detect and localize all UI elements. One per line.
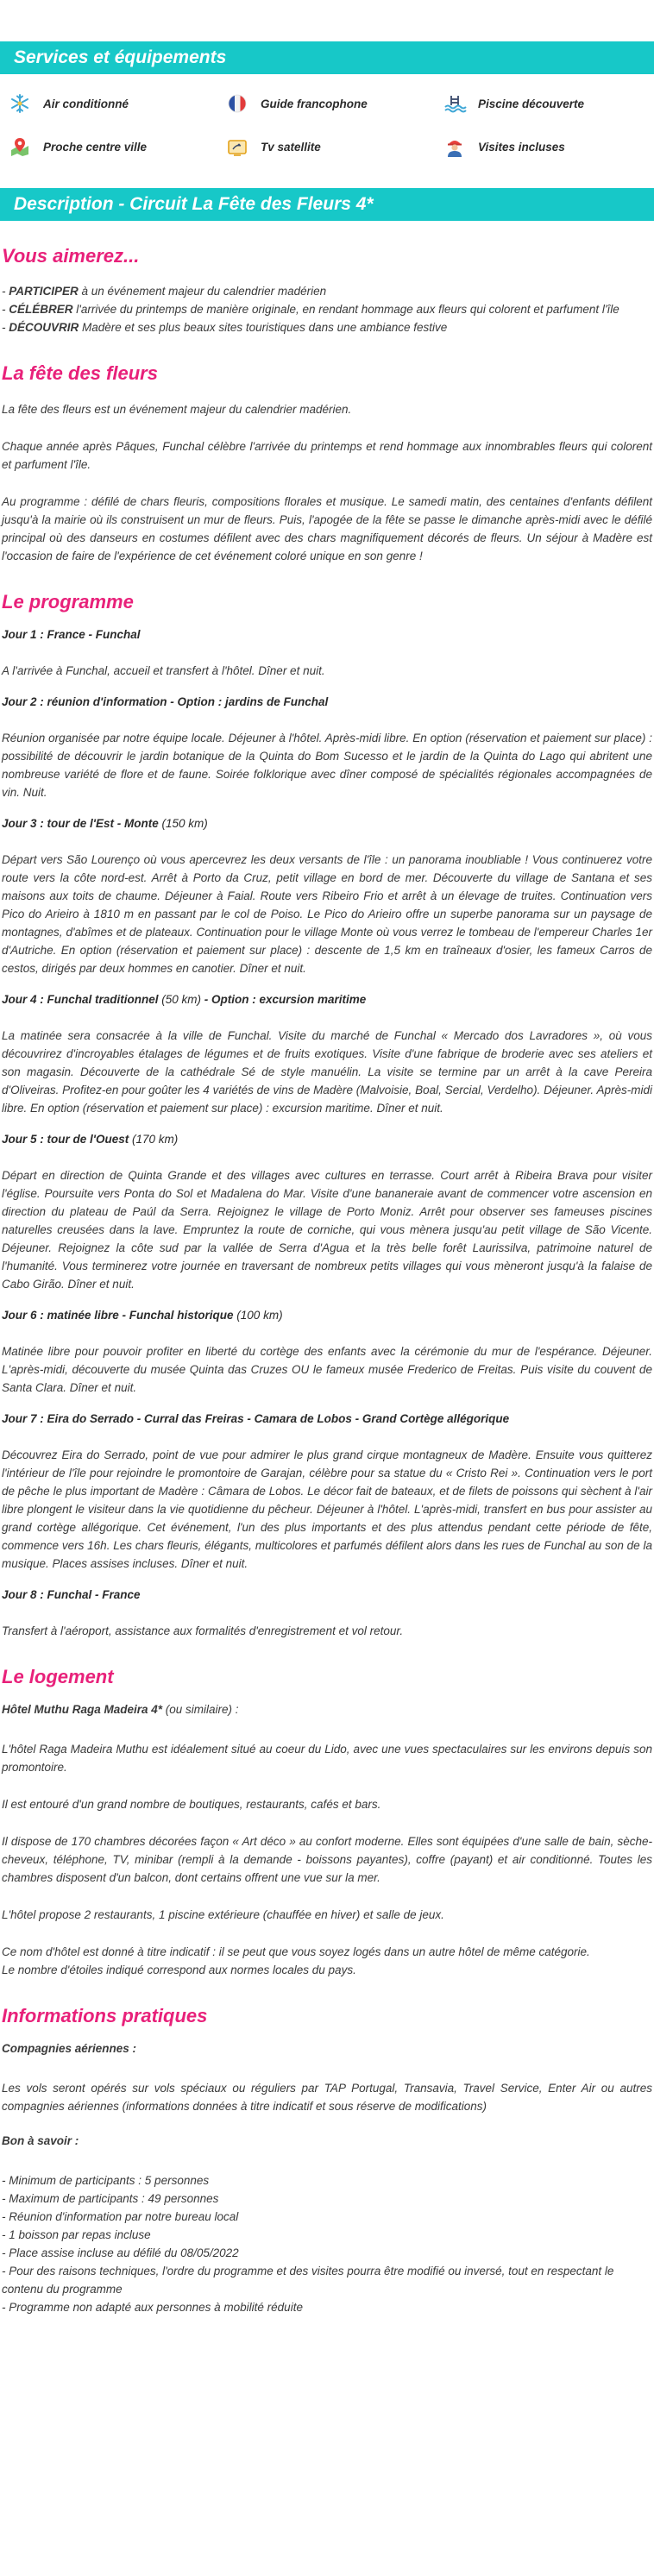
services-header: Services et équipements xyxy=(0,41,654,74)
service-label: Visites incluses xyxy=(478,140,565,154)
section-title-informations-pratiques: Informations pratiques xyxy=(2,2005,208,2027)
day-title: Jour 7 : Eira do Serrado - Curral das Freiras - Camara de Lobos - Grand Cortège allégorique xyxy=(2,1411,510,1425)
service-guide-francophone xyxy=(226,93,443,114)
french-flag-icon xyxy=(226,93,250,114)
service-visites-incluses xyxy=(443,136,654,157)
bon-line: - Place assise incluse au défilé du 08/05/2022 xyxy=(2,2246,239,2260)
section-title-vous-aimerez: Vous aimerez... xyxy=(2,245,140,267)
bon-line: - Pour des raisons techniques, l'ordre du programme et des visites pourra être modifié ou inversé, tout en respectant le contenu du programme xyxy=(2,2265,614,2296)
day-text: Transfert à l'aéroport, assistance aux formalités d'enregistrement et vol retour. xyxy=(2,1624,404,1637)
service-tv-satellite xyxy=(226,136,443,157)
bon-line: - 1 boisson par repas incluse xyxy=(2,2228,151,2242)
logement-paragraph: Il est entouré d'un grand nombre de boutiques, restaurants, cafés et bars. xyxy=(2,1798,381,1812)
day-title: Jour 8 : Funchal - France xyxy=(2,1587,141,1601)
aimerez-line: - PARTICIPER à un événement majeur du calendrier madérien xyxy=(2,285,327,298)
service-air-conditionne xyxy=(9,93,226,114)
day-text: A l'arrivée à Funchal, accueil et transfert à l'hôtel. Dîner et nuit. xyxy=(2,663,325,677)
service-label: Tv satellite xyxy=(261,140,321,154)
fete-paragraph: Chaque année après Pâques, Funchal célèbre l'arrivée du printemps et rend hommage aux innombrables fleurs qui colorent et parfument l'île. xyxy=(2,439,652,471)
service-label: Proche centre ville xyxy=(43,140,148,154)
snowflake-icon xyxy=(9,93,33,114)
day-text: Départ en direction de Quinta Grande et des villages avec cultures en terrasse. Court arrêt à Ribeira Brava pour visiter l'église. Poursuite vers Ponta do Sol et Madalena do Mar. Visite d'une bananeraie avant de commencer votre ascension en direction du plateau de Paúl da Serra. Rejoignez le village de Porto Moniz. Arrêt pour observer ses fameuses piscines naturelles creusées dans la lave. Empruntez la route de corniche, qui vous mènera jusqu'au petit village de São Vicente. Déjeuner. Rejoignez la côte sud par la vallée de Serra d'Agua et la très belle forêt Laurissilva, patrimoine naturel de l'humanité. Vous terminerez votre journée en traversant de nombreux petits villages qui vous mèneront jusqu'à la falaise de Cabo Girão. Dîner et nuit. xyxy=(2,1168,652,1291)
logement-paragraph: Ce nom d'hôtel est donné à titre indicatif : il se peut que vous soyez logés dans un autre hôtel de même catégorie. xyxy=(2,1945,590,1959)
aimerez-line: - CÉLÉBRER l'arrivée du printemps de manière originale, en rendant hommage aux fleurs qui colorent et parfument l'île xyxy=(2,303,619,317)
airlines-text: Les vols seront opérés sur vols spéciaux ou réguliers par TAP Portugal, Transavia, Travel Service, Enter Air ou autres compagnies aériennes (informations données à titre indicatif et sous réserve de modifications) xyxy=(2,2082,652,2114)
service-proche-centre-ville xyxy=(9,136,226,157)
service-label: Air conditionné xyxy=(43,97,129,110)
day-title: Jour 4 : Funchal traditionnel (50 km) - Option : excursion maritime xyxy=(2,992,367,1006)
description-content xyxy=(0,245,654,2316)
fete-paragraph: Au programme : défilé de chars fleuris, compositions florales et musique. Le samedi matin, des centaines d'enfants défilent jusqu'à la mairie où ils construisent un mur de fleurs. Puis, l'apogée de la fête se passe le dimanche après-midi avec le défilé principal où des danseurs en costumes défilent avec des chars magnifiquement décorés de fleurs. Un séjour à Madère est l'occasion de faire de l'expérience de cet événement coloré unique en son genre ! xyxy=(2,494,652,562)
fete-paragraph: La fête des fleurs est un événement majeur du calendrier madérien. xyxy=(2,402,352,416)
section-title-logement: Le logement xyxy=(2,1665,114,1687)
service-label: Guide francophone xyxy=(261,97,368,110)
bon-line: - Maximum de participants : 49 personnes xyxy=(2,2192,219,2206)
bon-a-savoir-title: Bon à savoir : xyxy=(2,2134,79,2148)
service-label: Piscine découverte xyxy=(478,97,585,110)
day-text: Réunion organisée par notre équipe locale. Déjeuner à l'hôtel. Après-midi libre. En option (réservation et paiement sur place) : possibilité de découvrir le jardin botanique de la Quinta do Bom Sucesso et le jardin de la Quinta do Lago qui abritent une nombreuse variété de flore et de faune. Soirée folklorique avec dîner composé de spécialités régionales accompagnées de vin. Nuit. xyxy=(2,731,652,799)
guide-person-icon xyxy=(443,136,468,157)
bon-a-savoir-list xyxy=(2,2171,652,2316)
map-pin-icon xyxy=(9,136,33,157)
section-title-programme: Le programme xyxy=(2,590,134,613)
service-piscine-decouverte xyxy=(443,93,654,114)
description-header: Description - Circuit La Fête des Fleurs 4* xyxy=(0,188,654,221)
aimerez-line: - DÉCOUVRIR Madère et ses plus beaux sites touristiques dans une ambiance festive xyxy=(2,321,448,335)
services-grid xyxy=(0,74,654,173)
day-title: Jour 5 : tour de l'Ouest (170 km) xyxy=(2,1132,179,1146)
day-text: Découvrez Eira do Serrado, point de vue pour admirer le plus grand cirque montagneux de Madère. Ensuite vous quitterez l'intérieur de l'île pour rejoindre le promontoire de Garajan, célèbre pour sa statue du « Cristo Rei ». Continuation vers le port de pêche le plus important de Madère : Câmara de Lobos. Le décor fait de bateaux, et de filets de poissons qui sèchent à l'air libre plongent le visiteur dans la vie quotidienne du pêcheur. Déjeuner à l'hôtel. L'après-midi, transfert en bus pour assister au grand cortège allégorique. Cet événement, l'un des plus importants et des plus attendus pendant cette période de fête, commence vers 16h. Les chars fleuris, élégants, multicolores et parfumés défilent alors dans les rues de Funchal au son de la musique. Places assises incluses. Dîner et nuit. xyxy=(2,1448,652,1570)
logement-paragraph: Il dispose de 170 chambres décorées façon « Art déco » au confort moderne. Elles sont équipées d'une salle de bain, sèche-cheveux, téléphone, TV, minibar (rempli à la demande - boissons payantes), coffre (payant) et air conditionné. Toutes les chambres disposent d'un balcon, dont certains offrent une vue sur la mer. xyxy=(2,1835,652,1885)
day-text: Départ vers São Lourenço où vous apercevrez les deux versants de l'île : un panorama inoubliable ! Vous continuerez votre route vers la côte nord-est. Arrêt à Porto da Cruz, petit village en bord de mer. Découverte du village de Santana et ses maisons aux toits de chaume. Déjeuner à Faial. Route vers Ribeiro Frio et arrêt à un élevage de truites. Continuation vers Pico do Arieiro à 1810 m en passant par le col de Poiso. Le Pico do Arieiro offre un superbe panorama sur un paysage de montagnes, d'abîmes et de plateaux. Continuation pour le village Monte où vous verrez le tombeau de l'empereur Charles 1er d'Autriche. En option (réservation et paiement sur place) : descente de 1,5 km en traîneaux d'osier, les fameux Carros de cestos, dirigés par deux hommes en canotier. Dîner et nuit. xyxy=(2,852,652,975)
logement-paragraph: L'hôtel Raga Madeira Muthu est idéalement situé au coeur du Lido, avec une vues spectaculaires sur les environs depuis son promontoire. xyxy=(2,1743,652,1775)
logement-paragraph: L'hôtel propose 2 restaurants, 1 piscine extérieure (chauffée en hiver) et salle de jeux. xyxy=(2,1908,444,1922)
pool-icon xyxy=(443,93,468,114)
aimerez-list xyxy=(2,282,652,336)
logement-paragraph: Le nombre d'étoiles indiqué correspond aux normes locales du pays. xyxy=(2,1963,356,1977)
hotel-name: Hôtel Muthu Raga Madeira 4* (ou similaire) : xyxy=(2,1703,239,1717)
day-text: La matinée sera consacrée à la ville de Funchal. Visite du marché de Funchal « Mercado dos Lavradores », où vous découvrirez d'incroyables étalages de légumes et de fruits exotiques. Visite d'une fabrique de broderie avec ses ateliers et son magasin. Découverte de la cathédrale Sé de style manuélin. La visite se termine par un arrêt à la cave Pereira d'Oliveiras. Profitez-en pour goûter les 4 variétés de vins de Madère (Malvoisie, Boal, Sercial, Verdelho). Déjeuner. Après-midi libre. En option (réservation et paiement sur place) : excursion maritime. Dîner et nuit. xyxy=(2,1028,652,1115)
day-title: Jour 2 : réunion d'information - Option : jardins de Funchal xyxy=(2,694,329,708)
airlines-title: Compagnies aériennes : xyxy=(2,2042,137,2056)
bon-line: - Réunion d'information par notre bureau local xyxy=(2,2210,239,2224)
day-text: Matinée libre pour pouvoir profiter en liberté du cortège des enfants avec la cérémonie du mur de l'espérance. Déjeuner. L'après-midi, découverte du musée Quinta das Cruzes OU le fameux musée Frederico de Freitas. Puis visite du couvent de Santa Clara. Dîner et nuit. xyxy=(2,1344,652,1394)
bon-line: - Programme non adapté aux personnes à mobilité réduite xyxy=(2,2301,303,2315)
day-title: Jour 1 : France - Funchal xyxy=(2,627,141,641)
section-title-fete-des-fleurs: La fête des fleurs xyxy=(2,362,158,385)
day-title: Jour 6 : matinée libre - Funchal historique (100 km) xyxy=(2,1308,283,1322)
bon-line: - Minimum de participants : 5 personnes xyxy=(2,2174,210,2188)
satellite-tv-icon xyxy=(226,136,250,157)
day-title: Jour 3 : tour de l'Est - Monte (150 km) xyxy=(2,816,208,830)
